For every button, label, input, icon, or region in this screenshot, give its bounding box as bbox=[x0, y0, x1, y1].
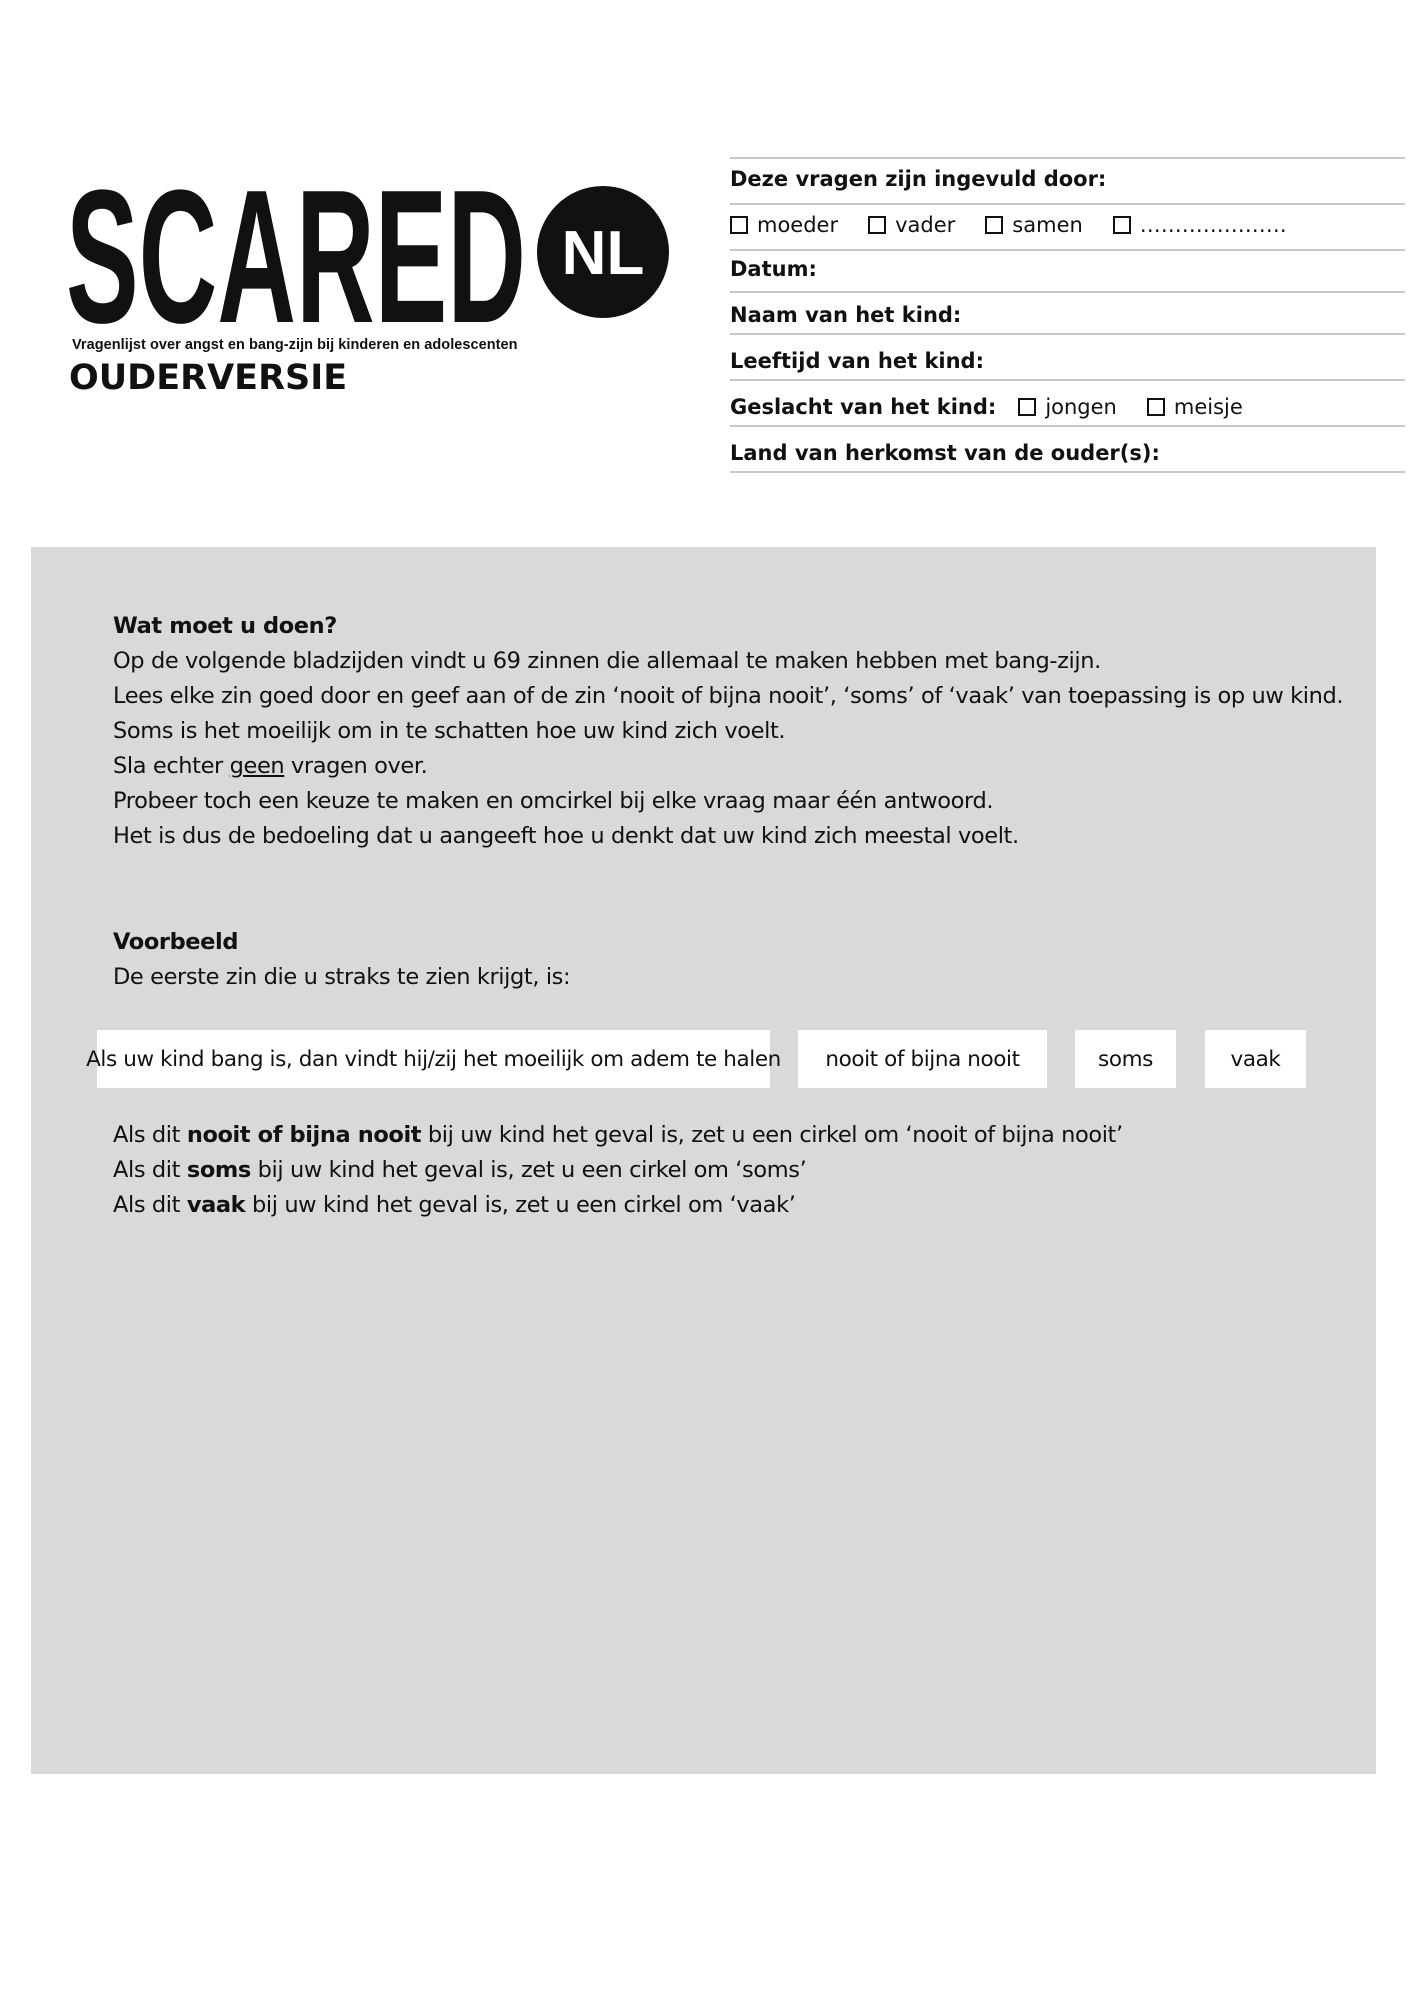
date-label: Datum: bbox=[730, 257, 817, 281]
checkbox-icon[interactable] bbox=[868, 216, 886, 234]
gender-label: Geslacht van het kind: bbox=[730, 395, 997, 419]
example-intro: De eerste zin die u straks te zien krijgt, is: bbox=[113, 964, 571, 990]
form-divider bbox=[730, 379, 1405, 381]
version-title: OUDERVERSIE bbox=[69, 358, 348, 398]
filled-by-label: Deze vragen zijn ingevuld door: bbox=[730, 167, 1107, 191]
option-samen[interactable]: samen bbox=[985, 213, 1083, 237]
child-name-row[interactable] bbox=[730, 303, 961, 327]
instruction-line: Op de volgende bladzijden vindt u 69 zinnen die allemaal te maken hebben met bang-zijn. bbox=[113, 648, 1101, 674]
checkbox-icon[interactable] bbox=[985, 216, 1003, 234]
checkbox-icon[interactable] bbox=[1113, 216, 1131, 234]
gender-row bbox=[730, 395, 1273, 419]
origin-label: Land van herkomst van de ouder(s): bbox=[730, 441, 1160, 465]
instruction-line: Sla echter geen vragen over. bbox=[113, 753, 428, 779]
checkbox-icon[interactable] bbox=[730, 216, 748, 234]
option-other[interactable]: ………………… bbox=[1113, 213, 1287, 237]
form-divider bbox=[730, 291, 1405, 293]
filled-by-row bbox=[730, 167, 1106, 191]
questionnaire-subtitle: Vragenlijst over angst en bang-zijn bij kinderen en adolescenten bbox=[72, 337, 518, 353]
explanation-line: Als dit soms bij uw kind het geval is, zet u een cirkel om ‘soms’ bbox=[113, 1157, 807, 1183]
option-vader[interactable]: vader bbox=[868, 213, 955, 237]
instruction-line: Soms is het moeilijk om in te schatten hoe uw kind zich voelt. bbox=[113, 718, 786, 744]
filled-by-options bbox=[730, 213, 1317, 237]
explanation-line: Als dit nooit of bijna nooit bij uw kind het geval is, zet u een cirkel om ‘nooit of bijna nooit’ bbox=[113, 1122, 1123, 1148]
checkbox-icon[interactable] bbox=[1147, 398, 1165, 416]
answer-vaak[interactable]: vaak bbox=[1205, 1030, 1306, 1088]
form-divider bbox=[730, 333, 1405, 335]
logo-badge-text: NL bbox=[561, 219, 645, 288]
instruction-line: Lees elke zin goed door en geef aan of de zin ‘nooit of bijna nooit’, ‘soms’ of ‘vaak’ van toepassing is op uw kind. bbox=[113, 683, 1344, 709]
checkbox-icon[interactable] bbox=[1018, 398, 1036, 416]
child-name-label: Naam van het kind: bbox=[730, 303, 962, 327]
example-heading: Voorbeeld bbox=[113, 929, 239, 955]
child-age-label: Leeftijd van het kind: bbox=[730, 349, 984, 373]
option-moeder[interactable]: moeder bbox=[730, 213, 838, 237]
form-divider bbox=[730, 249, 1405, 251]
child-age-row[interactable] bbox=[730, 349, 984, 373]
form-divider bbox=[730, 471, 1405, 473]
option-jongen[interactable]: jongen bbox=[1018, 395, 1117, 419]
answer-soms[interactable]: soms bbox=[1075, 1030, 1176, 1088]
underlined-geen: geen bbox=[229, 753, 285, 779]
example-statement: Als uw kind bang is, dan vindt hij/zij het moeilijk om adem te halen bbox=[97, 1030, 770, 1088]
origin-row[interactable] bbox=[730, 441, 1160, 465]
form-divider bbox=[730, 157, 1405, 159]
scared-nl-logo bbox=[66, 178, 672, 332]
form-divider bbox=[730, 203, 1405, 205]
instructions-heading: Wat moet u doen? bbox=[113, 613, 337, 639]
answer-nooit-of-bijna-nooit[interactable]: nooit of bijna nooit bbox=[798, 1030, 1047, 1088]
logo-wordmark: SCARED bbox=[66, 178, 526, 332]
explanation-line: Als dit vaak bij uw kind het geval is, zet u een cirkel om ‘vaak’ bbox=[113, 1192, 796, 1218]
option-meisje[interactable]: meisje bbox=[1147, 395, 1243, 419]
instruction-line: Het is dus de bedoeling dat u aangeeft hoe u denkt dat uw kind zich meestal voelt. bbox=[113, 823, 1019, 849]
date-row[interactable] bbox=[730, 257, 817, 281]
instruction-line: Probeer toch een keuze te maken en omcirkel bij elke vraag maar één antwoord. bbox=[113, 788, 994, 814]
form-divider bbox=[730, 425, 1405, 427]
